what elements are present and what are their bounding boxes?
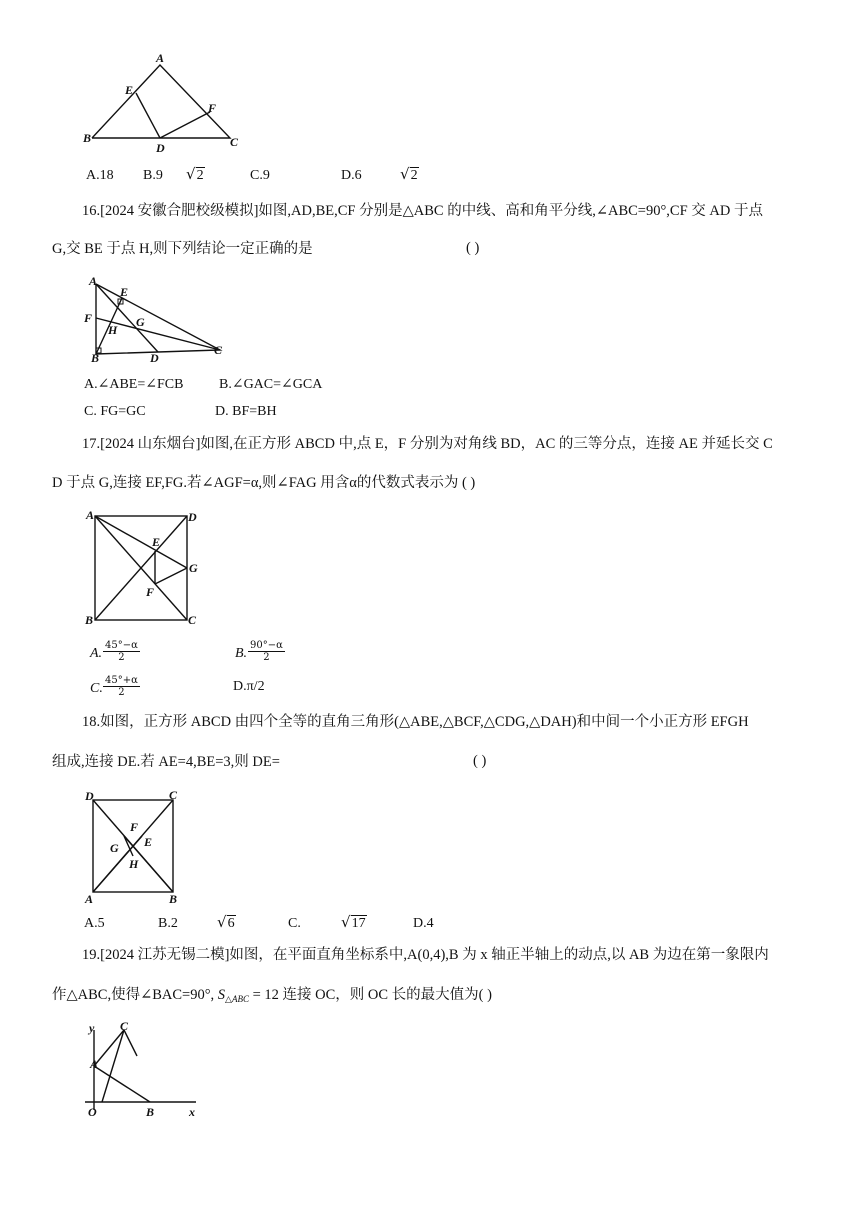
q18-answer-paren: ( ) [473,753,487,769]
q16-option-c: C. FG=GC [84,404,146,419]
figure-q16-triangle [80,272,230,364]
label-C: C [214,343,223,357]
q19-question-line2 [52,986,492,1008]
q19-line2-start: 作△ABC,使得∠BAC=90°, [52,987,215,1003]
label-E: E [152,535,161,549]
q16-option-a: A.∠ABE=∠FCB [84,377,184,392]
q18-option-c-sqrt: √17 [341,913,366,931]
label-D: D [156,141,165,155]
q17-question-line1: 17.[2024 山东烟台]如图,在正方形 ABCD 中,点 E，F 分别为对角线 BD，AC 的三等分点，连接 AE 并延长交 C [82,436,773,452]
figure-q17-square [80,506,210,626]
q18-option-b: B.2 [158,916,178,931]
q17-question-line2: D 于点 G,连接 EF,FG.若∠AGF=α,则∠FAG 用含α的代数式表示为 ( ) [52,475,476,491]
label-A: A [85,892,94,906]
q15-option-b-radicand: 2 [196,168,204,183]
label-E: E [125,83,134,97]
label-y: y [89,1021,95,1035]
label-F: F [146,585,155,599]
q17-option-c-fraction [103,675,140,698]
q18-option-d: D.4 [413,916,434,931]
q17-option-c-denominator: 2 [118,687,125,698]
label-E: E [144,835,153,849]
label-A: A [89,274,98,288]
label-x: x [189,1105,195,1119]
q18-option-b-radicand: 6 [227,916,235,931]
figure-q15-triangle [80,50,250,155]
label-C: C [120,1019,129,1033]
q16-answer-paren: ( ) [466,240,480,256]
q18-option-c-radicand: 17 [351,916,366,931]
q17-option-a-fraction [103,640,140,663]
q18-option-b-sqrt: √6 [217,913,235,931]
label-H: H [129,857,139,871]
q19-question-line1: 19.[2024 江苏无锡二模]如图，在平面直角坐标系中,A(0,4),B 为 x 轴正半轴上的动点,以 AB 为边在第一象限内 [82,947,769,963]
label-G: G [110,841,119,855]
q19-area-symbol: S [217,987,226,1003]
q15-option-b-sqrt: √2 [186,165,204,183]
label-O: O [88,1105,97,1119]
figure-q18-square [80,786,190,906]
q16-option-b: B.∠GAC=∠GCA [219,377,323,392]
q19-area-subscript: △ABC [225,994,249,1004]
label-F: F [208,101,217,115]
q15-option-d-radicand: 2 [410,168,418,183]
label-C: C [230,135,239,149]
q17-option-b-denominator: 2 [263,652,270,663]
q17-option-d: D.π/2 [233,679,265,694]
q15-option-d-sqrt: √2 [400,165,418,183]
label-D: D [85,789,94,803]
q17-option-c-label: C. [90,681,103,696]
q17-option-b-numerator: 90°−α [250,640,283,651]
label-A: A [86,508,95,522]
label-D: D [150,351,159,364]
q16-question-line1: 16.[2024 安徽合肥校级模拟]如图,AD,BE,CF 分别是△ABC 的中线、高和角平分线,∠ABC=90°,CF 交 AD 于点 [82,203,763,219]
q15-option-c: C.9 [250,168,270,183]
q18-question-line2: 组成,连接 DE.若 AE=4,BE=3,则 DE= [52,754,280,770]
label-G: G [189,561,198,575]
label-B: B [169,892,178,906]
label-C: C [169,788,178,802]
q16-question-line2: G,交 BE 于点 H,则下列结论一定正确的是 [52,241,313,257]
label-A: A [90,1057,99,1071]
q15-option-b: B.9 [143,168,163,183]
label-H: H [108,323,118,337]
label-F: F [130,820,139,834]
q16-option-d: D. BF=BH [215,404,277,419]
label-B: B [146,1105,155,1119]
q17-option-b-fraction [248,640,285,663]
label-A: A [156,51,165,65]
label-E: E [120,285,129,299]
label-D: D [188,510,197,524]
q17-option-a-label: A. [90,646,103,661]
q17-option-c-numerator: 45°+α [105,675,138,686]
label-B: B [85,613,94,626]
q18-question-line1: 18.如图，正方形 ABCD 由四个全等的直角三角形(△ABE,△BCF,△CDG,△DAH)和中间一个小正方形 EFGH [82,714,749,730]
q15-option-a: A.18 [86,168,114,183]
figure-q19-coordinate [80,1018,205,1123]
q17-option-b-label: B. [235,646,248,661]
q15-option-d: D.6 [341,168,362,183]
q18-option-c: C. [288,916,301,931]
q17-option-a-denominator: 2 [118,652,125,663]
q18-option-a: A.5 [84,916,105,931]
q19-line2-end: = 12 连接 OC，则 OC 长的最大值为( ) [252,987,492,1003]
label-B: B [91,351,100,364]
q17-option-a-numerator: 45°−α [105,640,138,651]
label-B: B [83,131,92,145]
label-G: G [136,315,145,329]
label-C: C [188,613,197,626]
label-F: F [84,311,93,325]
